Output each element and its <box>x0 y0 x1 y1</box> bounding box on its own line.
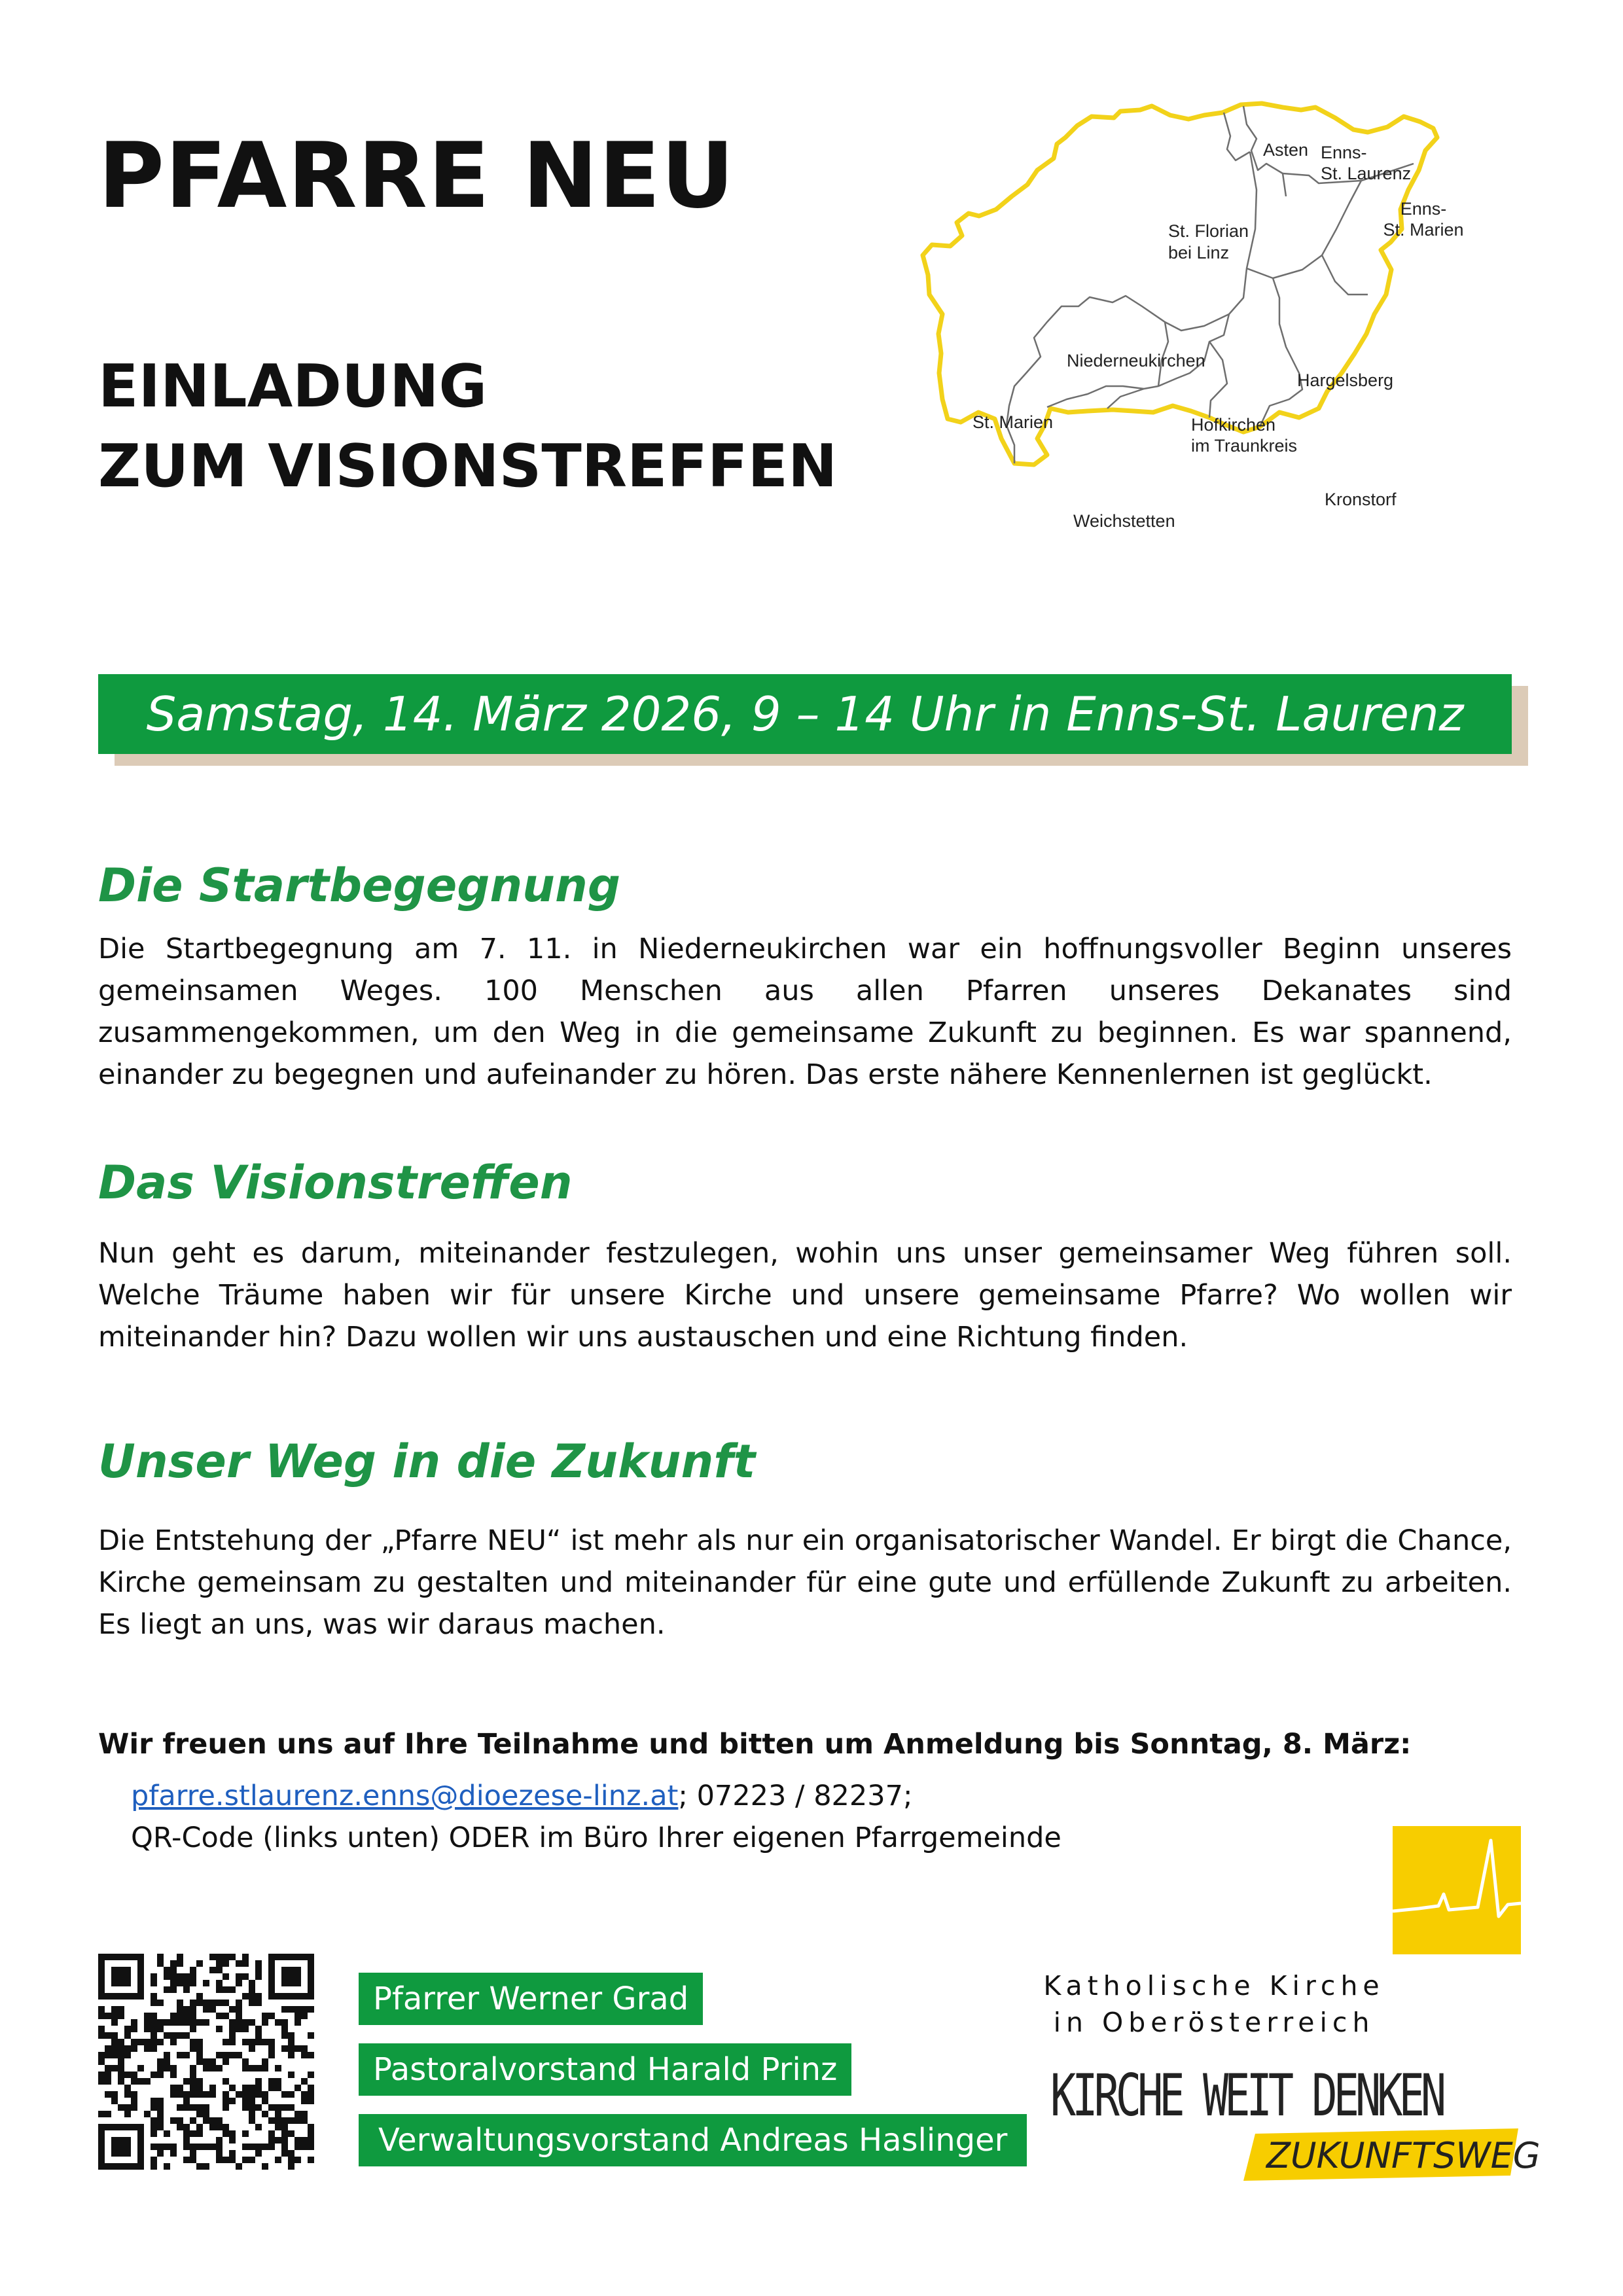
section-body-visionstreffen: Nun geht es darum, miteinander festzulegen, wohin uns unser gemeinsamer Weg führen soll. Welche Träume haben wir für unsere Kirche und unsere gemeinsame Pfarre? Wo wollen wir miteinander hin? Dazu wollen wir uns austauschen und eine Richtung finden. <box>98 1237 1512 1354</box>
page-title: PFARRE NEU <box>98 123 736 228</box>
map-label-kronstorf: Kronstorf <box>1325 490 1397 509</box>
map-label-enns-laurenz-2: St. Laurenz <box>1321 164 1412 183</box>
map-label-asten: Asten <box>1263 140 1309 160</box>
contact-tag-pfarrer: Pfarrer Werner Grad <box>359 1973 703 2025</box>
contact-line-1 <box>131 1775 1061 1817</box>
section-heading-zukunft: Unser Weg in die Zukunft <box>98 1435 756 1488</box>
subtitle-line-1: EINLADUNG <box>98 352 488 421</box>
boundary-laurenz-hargelsberg <box>1322 255 1368 295</box>
section-body-zukunft: Die Entstehung der „Pfarre NEU“ ist mehr als nur ein organisatorischer Wandel. Er birgt die Chance, Kirche gemeinsam zu gestalten und miteinander für eine gute und erfüllende Zukunft zu arbeiten. Es liegt an uns, was wir daraus machen. <box>98 1524 1512 1641</box>
map-label-st-marien: St. Marien <box>972 412 1054 432</box>
qr-code[interactable] <box>98 1954 314 2170</box>
map-label-hofkirchen-1: Hofkirchen <box>1191 415 1276 435</box>
map-label-enns-laurenz-1: Enns- <box>1321 143 1367 162</box>
contact-tag-verwaltungsvorstand: Verwaltungsvorstand Andreas Haslinger <box>359 2114 1027 2166</box>
org-name-line-2: in Oberösterreich <box>1053 2007 1375 2038</box>
section-body-startbegegnung: Die Startbegegnung am 7. 11. in Niederneukirchen war ein hoffnungsvoller Beginn unseres gemeinsamen Weges. 100 Menschen aus allen Pfarren unseres Dekanates sind zusammengekommen, um den Weg in die gemeinsame Zukunft zu beginnen. Es war spannend, einander zu begegnen und aufeinander zu hören. Das erste nähere Kennenlernen ist geglückt. <box>98 933 1512 1091</box>
map-label-weichstetten: Weichstetten <box>1073 511 1175 531</box>
section-heading-startbegegnung: Die Startbegegnung <box>98 859 620 912</box>
registration-call-to-action: Wir freuen uns auf Ihre Teilnahme und bitten um Anmeldung bis Sonntag, 8. März: <box>98 1728 1412 1761</box>
contact-line-2: QR-Code (links unten) ODER im Büro Ihrer eigenen Pfarrgemeinde <box>131 1821 1061 1854</box>
map-label-florian-2: bei Linz <box>1168 243 1230 262</box>
map-label-hargelsberg: Hargelsberg <box>1297 370 1394 390</box>
section-heading-visionstreffen: Das Visionstreffen <box>98 1156 573 1210</box>
map-label-hofkirchen-2: im Traunkreis <box>1191 436 1298 456</box>
boundary-hargelsberg-kronstorf <box>1260 278 1302 427</box>
contact-tag-pastoralvorstand: Pastoralvorstand Harald Prinz <box>359 2043 851 2096</box>
map-label-florian-1: St. Florian <box>1168 221 1249 241</box>
map-label-niederneukirchen: Niederneukirchen <box>1067 351 1205 370</box>
event-date-banner: Samstag, 14. März 2026, 9 – 14 Uhr in Enns-St. Laurenz <box>98 674 1512 754</box>
page-subtitle <box>98 347 837 507</box>
registration-contact <box>131 1775 1061 1859</box>
slogan: KIRCHE WEIT DENKEN <box>1050 2062 1443 2129</box>
zukunftsweg-label: ZUKUNFTSWEG <box>1266 2135 1541 2176</box>
boundary-marien-south <box>1247 181 1361 278</box>
org-name <box>1031 1967 1397 2041</box>
parish-map <box>916 98 1544 596</box>
phone-number: ; 07223 / 82237; <box>678 1780 913 1812</box>
email-link[interactable]: pfarre.stlaurenz.enns@dioezese-linz.at <box>131 1780 679 1812</box>
boundary-weichstetten <box>1047 386 1144 407</box>
map-label-enns-marien-2: St. Marien <box>1383 220 1464 240</box>
map-label-enns-marien-1: Enns- <box>1400 199 1447 219</box>
org-name-line-1: Katholische Kirche <box>1043 1970 1385 2001</box>
church-logo-icon <box>1393 1826 1521 1954</box>
boundary-hofkirchen-south <box>1209 342 1227 418</box>
subtitle-line-2: ZUM VISIONSTREFFEN <box>98 432 838 501</box>
